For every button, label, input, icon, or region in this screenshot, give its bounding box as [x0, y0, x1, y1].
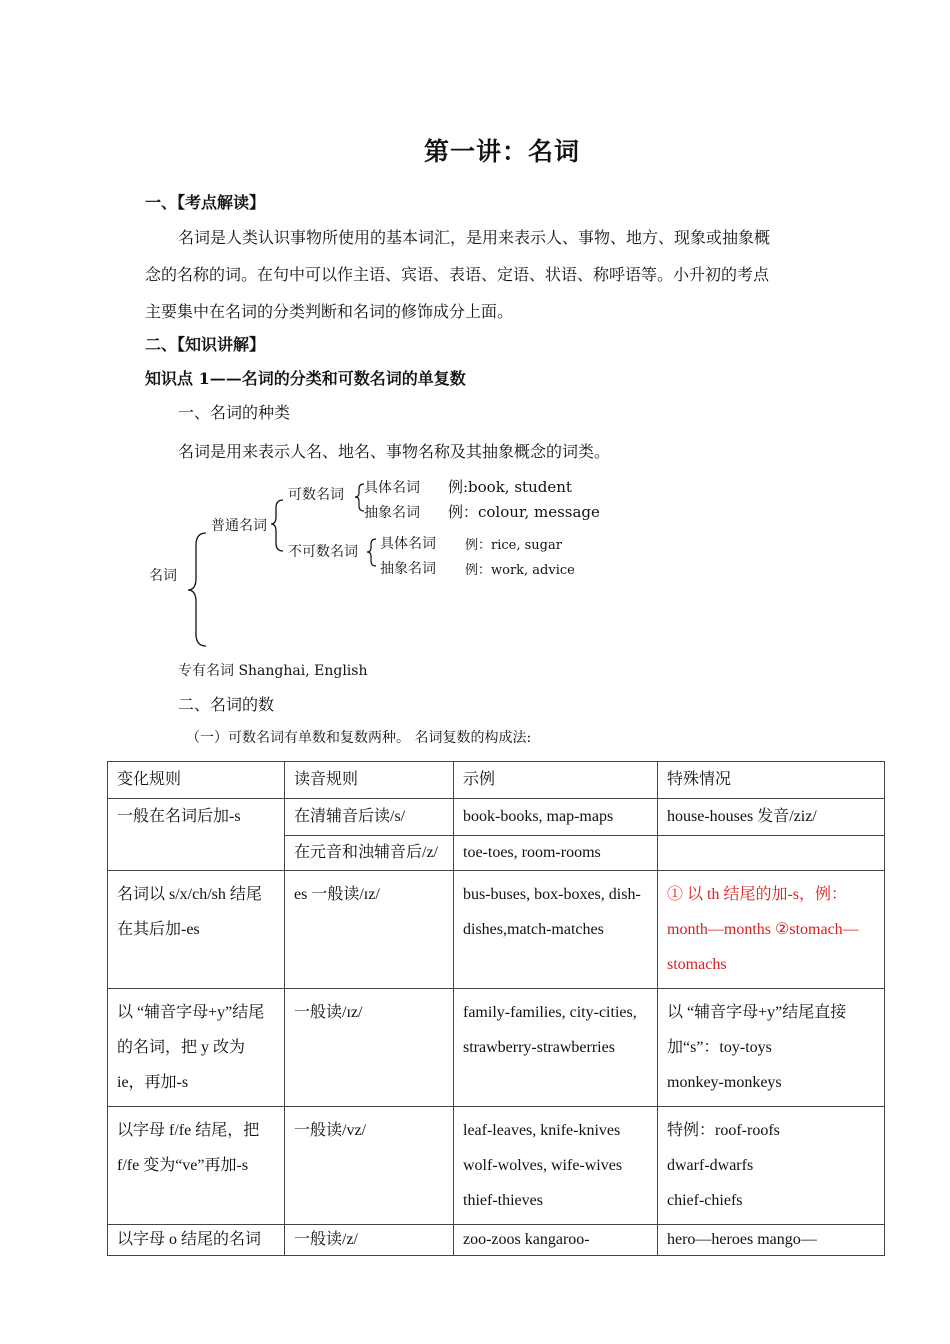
plural-formation-note: （一）可数名词有单数和复数两种。 名词复数的构成法:	[186, 730, 532, 746]
table-row	[108, 1225, 885, 1256]
tree-uncountable-abstract: 抽象名词	[380, 561, 436, 577]
page-title: 第一讲：名词	[423, 137, 580, 166]
special-line: monkey-monkeys	[667, 1074, 782, 1091]
knowledge-point-1: 知识点 1——名词的分类和可数名词的单复数	[145, 369, 466, 388]
example-line: leaf-leaves, knife-knives	[463, 1122, 621, 1139]
intro-line-2: 念的名称的词。在句中可以作主语、宾语、表语、定语、状语、称呼语等。小升初的考点	[145, 265, 770, 284]
pronunciation-cell: 在元音和浊辅音后/z/	[285, 836, 454, 871]
tree-common-noun: 普通名词	[211, 518, 267, 534]
example-cell: family-families, city-cities, strawberry-strawberries	[454, 989, 658, 1107]
tree-proper-noun: 专有名词 Shanghai, English	[178, 663, 368, 679]
table-header-row	[108, 762, 885, 799]
special-cell	[658, 989, 885, 1107]
special-line: chief-chiefs	[667, 1192, 743, 1209]
rule-cell: 一般在名词后加-s	[108, 799, 285, 871]
tree-uncountable-concrete-example: 例：rice, sugar	[465, 538, 562, 553]
rule-cell: 名词以 s/x/ch/sh 结尾在其后加-es	[108, 871, 285, 989]
pronunciation-cell: 一般读/z/	[285, 1225, 454, 1256]
tree-uncountable-abstract-example: 例：work, advice	[465, 563, 575, 578]
example-cell: book-books, map-maps	[454, 799, 658, 836]
subheading-noun-number: 二、名词的数	[178, 695, 275, 714]
tree-root-noun: 名词	[149, 568, 177, 584]
example-cell: toe-toes, room-rooms	[454, 836, 658, 871]
header-special: 特殊情况	[658, 762, 885, 799]
header-rule: 变化规则	[108, 762, 285, 799]
example-cell	[454, 1107, 658, 1225]
tree-countable-concrete: 具体名词	[364, 480, 420, 496]
special-cell: house-houses 发音/ziz/	[658, 799, 885, 836]
pronunciation-cell: 一般读/vz/	[285, 1107, 454, 1225]
special-cell: ① 以 th 结尾的加-s，例：month—months ②stomach—stomachs	[658, 871, 885, 989]
noun-definition: 名词是用来表示人名、地名、事物名称及其抽象概念的词类。	[178, 442, 611, 461]
table-row	[108, 799, 885, 836]
table-row	[108, 1107, 885, 1225]
intro-line-3: 主要集中在名词的分类判断和名词的修饰成分上面。	[145, 302, 514, 321]
table-row	[108, 871, 885, 989]
rule-cell: 以字母 o 结尾的名词	[108, 1225, 285, 1256]
tree-countable-concrete-example: 例:book, student	[448, 478, 572, 496]
tree-uncountable-noun: 不可数名词	[288, 544, 358, 560]
intro-line-1: 名词是人类认识事物所使用的基本词汇，是用来表示人、事物、地方、现象或抽象概	[178, 228, 771, 247]
pronunciation-cell: es 一般读/ɪz/	[285, 871, 454, 989]
example-cell: bus-buses, box-boxes, dish-dishes,match-matches	[454, 871, 658, 989]
tree-countable-noun: 可数名词	[288, 487, 344, 503]
tree-uncountable-concrete: 具体名词	[380, 536, 436, 552]
section-heading-exam-points: 一、【考点解读】	[145, 193, 266, 212]
example-cell: zoo-zoos kangaroo-	[454, 1225, 658, 1256]
header-pronunciation: 读音规则	[285, 762, 454, 799]
plural-rules-table	[107, 761, 885, 1256]
special-line: dwarf-dwarfs	[667, 1157, 754, 1174]
pronunciation-cell: 一般读/ɪz/	[285, 989, 454, 1107]
header-example: 示例	[454, 762, 658, 799]
special-line: 以 “辅音字母+y”结尾直接加“s”：toy-toys	[667, 1004, 847, 1056]
pronunciation-cell: 在清辅音后读/s/	[285, 799, 454, 836]
example-line: wolf-wolves, wife-wives	[463, 1157, 623, 1174]
section-heading-knowledge: 二、【知识讲解】	[145, 335, 266, 354]
special-line: 特例：roof-roofs	[667, 1122, 780, 1139]
example-line: thief-thieves	[463, 1192, 543, 1209]
rule-cell: 以 “辅音字母+y”结尾的名词，把 y 改为 ie，再加-s	[108, 989, 285, 1107]
tree-countable-abstract: 抽象名词	[364, 505, 420, 521]
special-cell	[658, 836, 885, 871]
subheading-noun-types: 一、名词的种类	[178, 403, 291, 422]
tree-countable-abstract-example: 例：colour, message	[448, 503, 600, 521]
special-cell	[658, 1107, 885, 1225]
table-row	[108, 989, 885, 1107]
special-cell: hero—heroes mango—	[658, 1225, 885, 1256]
rule-cell: 以字母 f/fe 结尾，把 f/fe 变为“ve”再加-s	[108, 1107, 285, 1225]
